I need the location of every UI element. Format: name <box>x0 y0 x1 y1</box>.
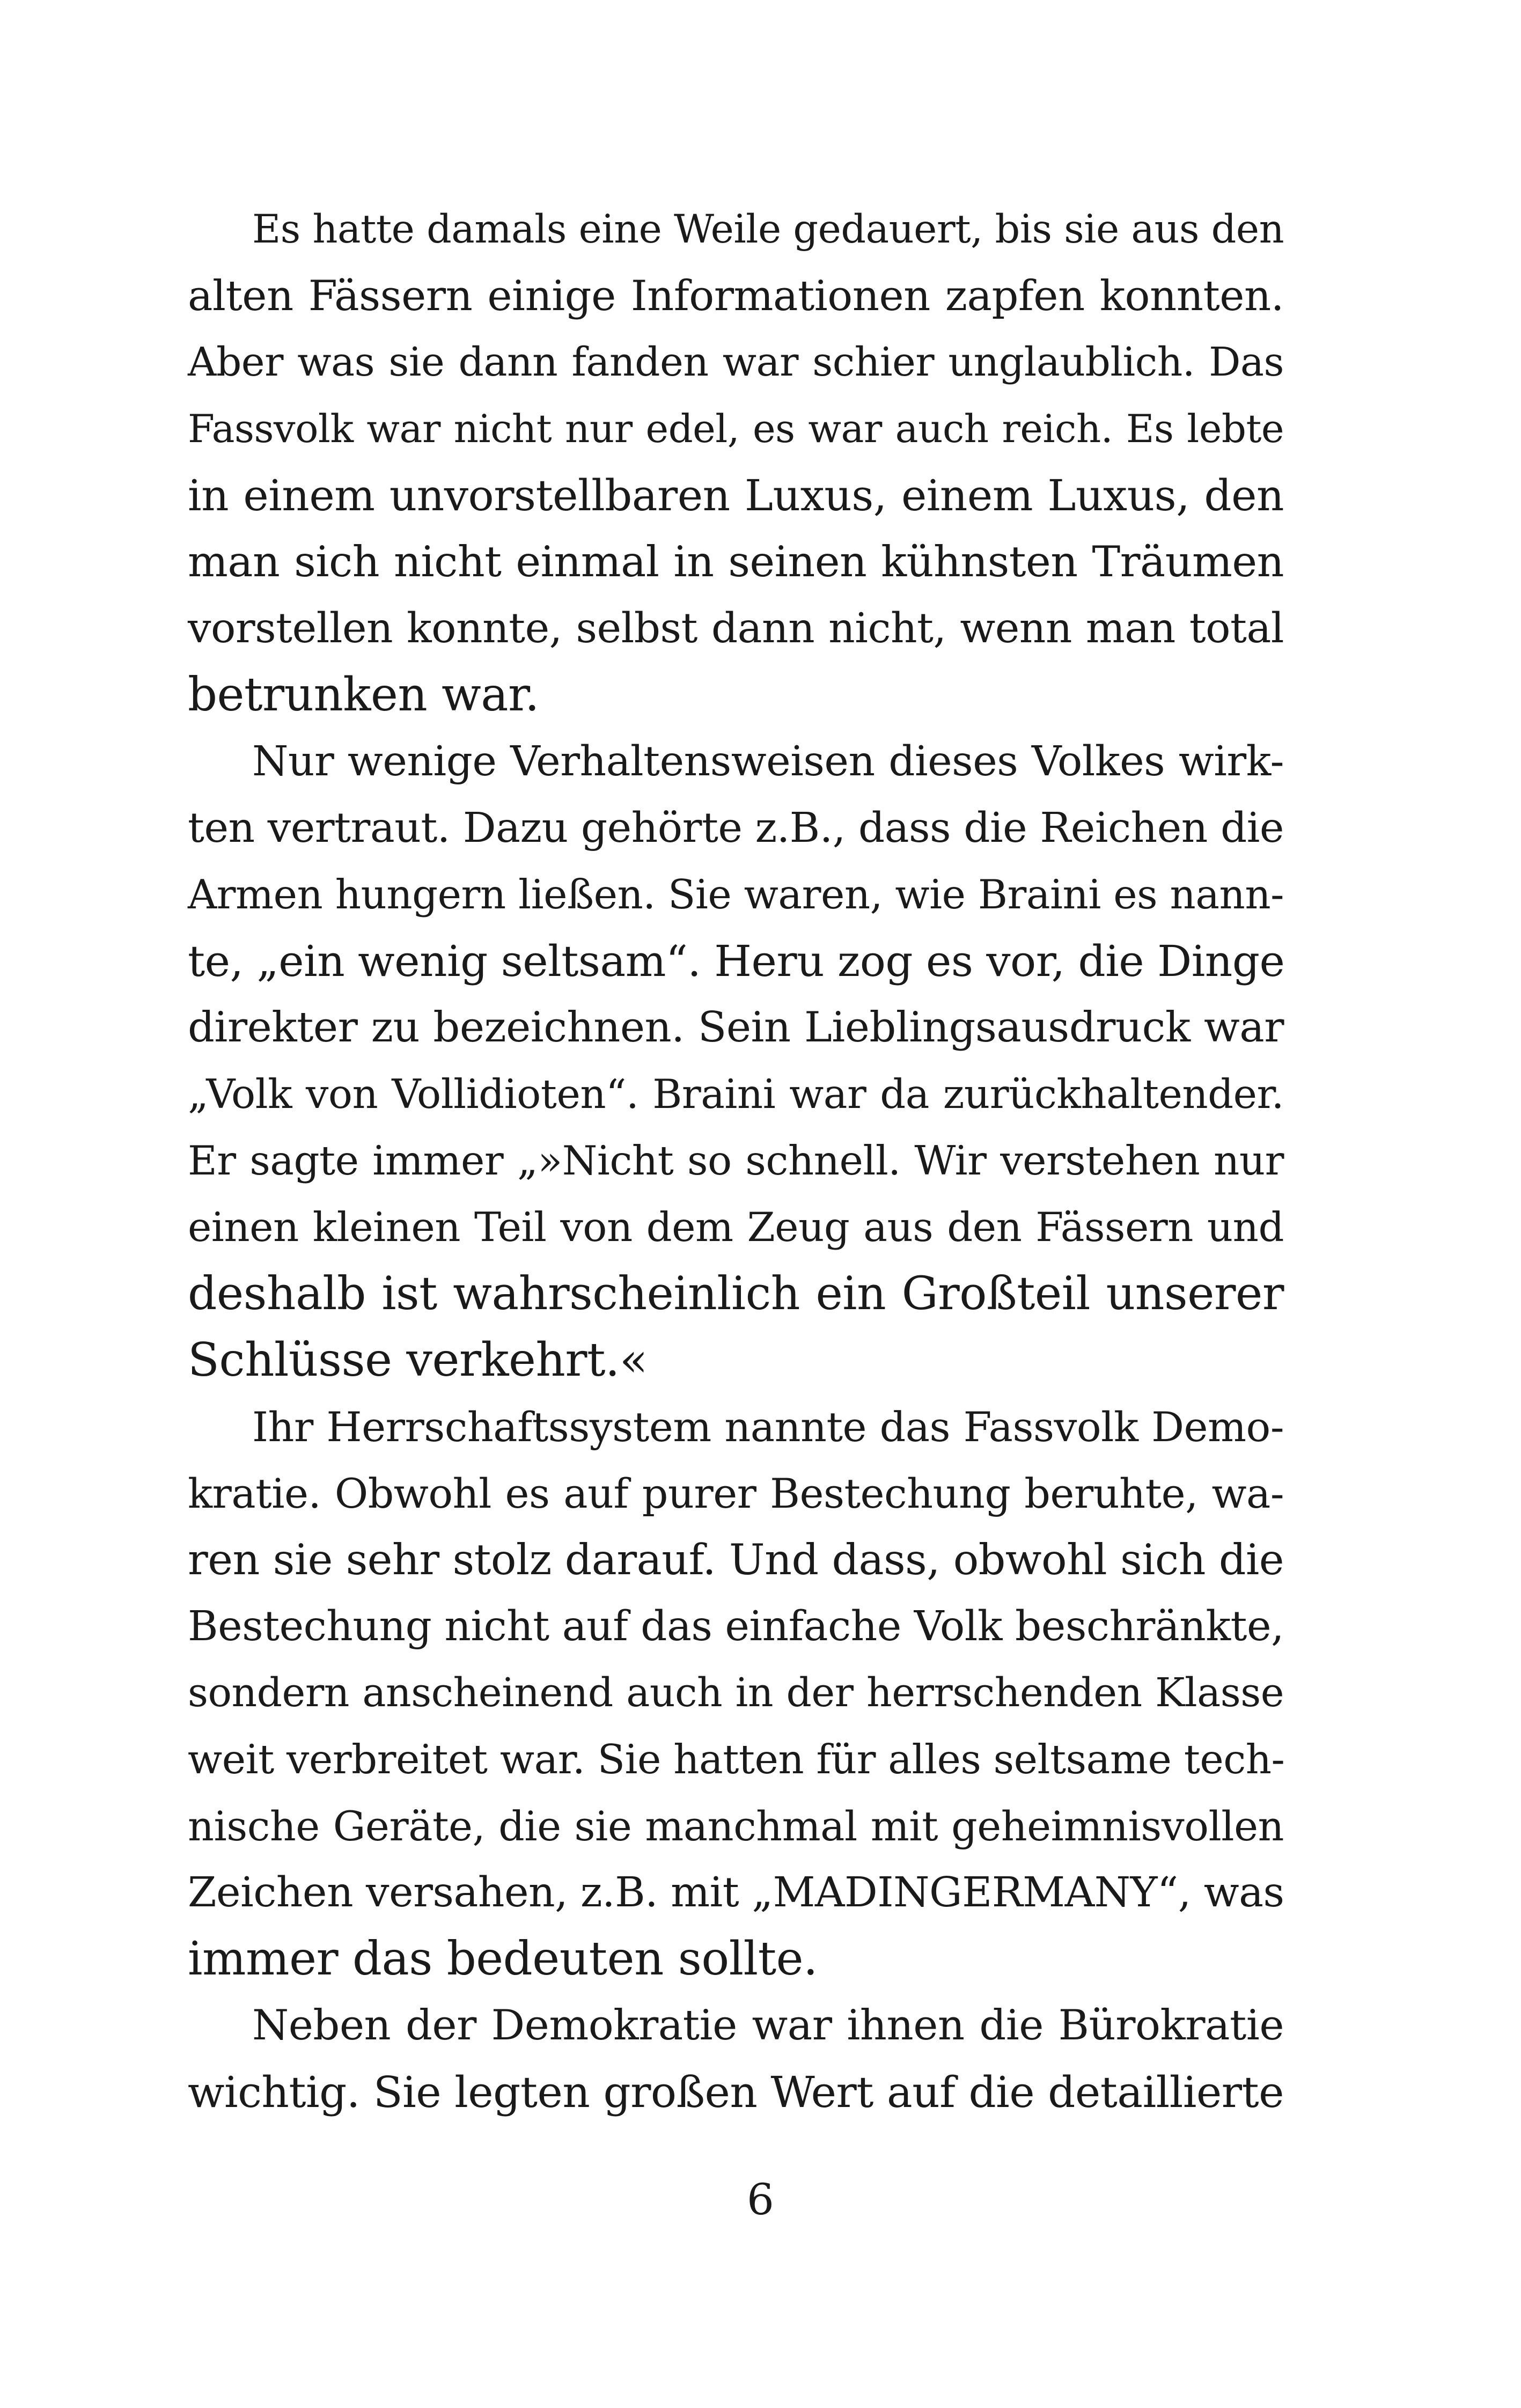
text-line: ren sie sehr stolz darauf. Und dass, obwohl sich die <box>188 1535 1284 1584</box>
text-line: direkter zu bezeichnen. Sein Lieblingsausdruck war <box>188 1003 1284 1052</box>
text-line: sondern anscheinend auch in der herrschenden Klasse <box>188 1670 1284 1716</box>
text-line: ten vertraut. Dazu gehörte z.B., dass die Reichen die <box>188 804 1284 852</box>
page-number: 6 <box>747 2175 774 2225</box>
text-line: Er sagte immer „»Nicht so schnell. Wir verstehen nur <box>188 1137 1284 1184</box>
text-line: Es hatte damals eine Weile gedauert, bis sie aus den <box>252 207 1284 252</box>
text-line: in einem unvorstellbaren Luxus, einem Luxus, den <box>188 471 1284 520</box>
text-line: Aber was sie dann fanden war schier unglaublich. Das <box>188 339 1284 385</box>
text-line: wichtig. Sie legten großen Wert auf die detaillierte <box>188 2067 1284 2117</box>
text-line: deshalb ist wahrscheinlich ein Großteil unserer <box>188 1267 1284 1320</box>
text-line: Fassvolk war nicht nur edel, es war auch reich. Es lebte <box>188 406 1284 451</box>
text-line: Nur wenige Verhaltensweisen dieses Volkes wirk- <box>252 738 1284 785</box>
text-line: Zeichen versahen, z.B. mit „MADINGERMANY“, was <box>188 1869 1284 1917</box>
text-line: betrunken war. <box>188 668 540 722</box>
text-line: Schlüsse verkehrt.« <box>188 1333 648 1387</box>
text-line: man sich nicht einmal in seinen kühnsten Träumen <box>188 537 1284 586</box>
text-line: Ihr Herrschaftssystem nannte das Fassvolk Demo- <box>252 1403 1284 1451</box>
text-line: alten Fässern einige Informationen zapfen konnten. <box>188 272 1284 320</box>
text-line: Armen hungern ließen. Sie waren, wie Braini es nann- <box>188 871 1284 918</box>
text-line: nische Geräte, die sie manchmal mit geheimnisvollen <box>188 1802 1284 1850</box>
text-line: einen kleinen Teil von dem Zeug aus den Fässern und <box>188 1203 1284 1251</box>
text-line: vorstellen konnte, selbst dann nicht, wenn man total <box>188 605 1284 652</box>
text-line: kratie. Obwohl es auf purer Bestechung beruhte, wa- <box>188 1470 1284 1517</box>
text-line: te, „ein wenig seltsam“. Heru zog es vor, die Dinge <box>188 936 1285 986</box>
text-line: weit verbreitet war. Sie hatten für alles seltsame tech- <box>188 1736 1285 1783</box>
text-line: Neben der Demokratie war ihnen die Bürokratie <box>252 2001 1284 2050</box>
text-line: immer das bedeuten sollte. <box>188 1932 818 1986</box>
text-line: Bestechung nicht auf das einfache Volk beschränkte, <box>188 1603 1284 1650</box>
text-line: „Volk von Vollidioten“. Braini war da zurückhaltender. <box>188 1070 1284 1118</box>
